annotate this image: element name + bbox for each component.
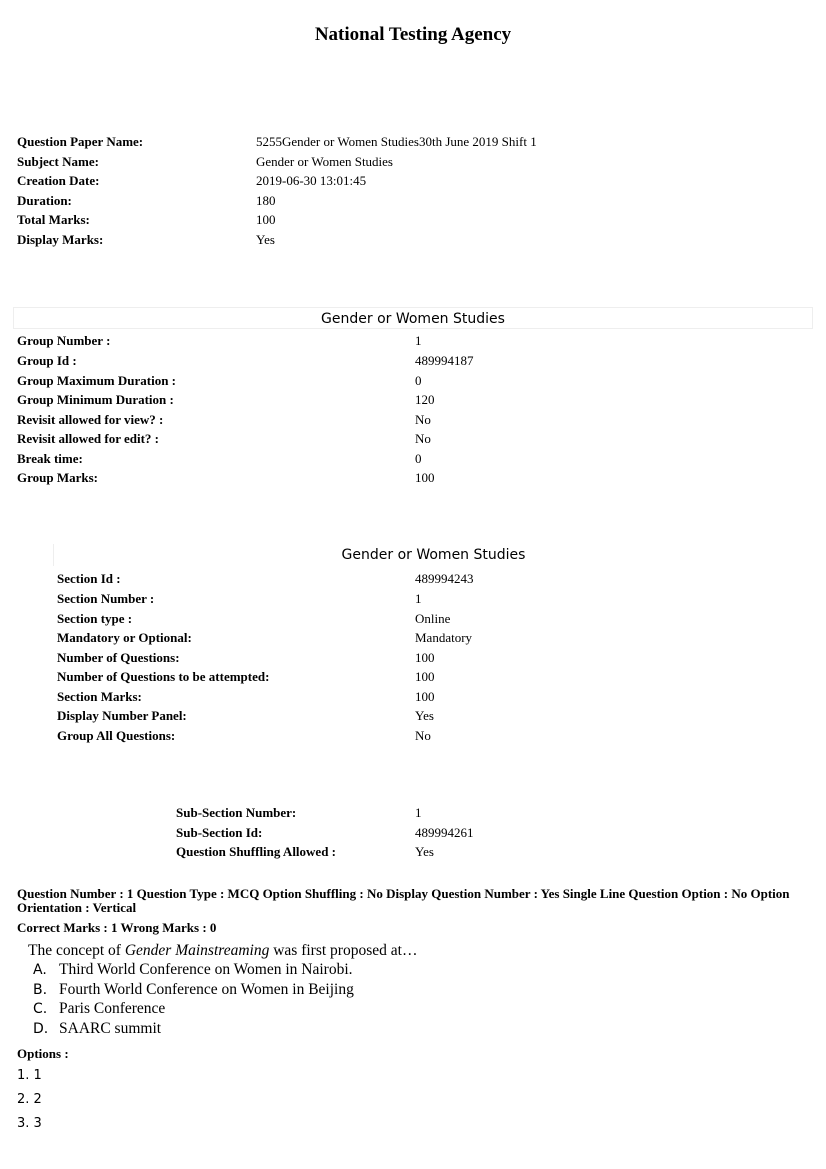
paper-info-label: Total Marks:	[17, 212, 90, 227]
group-info-value: No	[415, 431, 431, 446]
subsection-info-value: 1	[415, 805, 422, 820]
section-info-value: Yes	[415, 708, 434, 723]
paper-info-label: Display Marks:	[17, 231, 104, 247]
paper-info-value: 100	[256, 212, 276, 227]
section-info-label: Display Number Panel:	[57, 708, 187, 723]
subsection-info-row	[176, 803, 806, 823]
section-info-value: No	[415, 727, 431, 743]
group-info-label: Group Number :	[17, 333, 111, 348]
group-info-label: Group Minimum Duration :	[17, 392, 174, 407]
choice-text: Third World Conference on Women in Nairobi.	[59, 961, 353, 978]
group-info-row	[17, 331, 807, 351]
group-info-value: 489994187	[415, 353, 474, 368]
page-title: National Testing Agency	[314, 24, 512, 45]
section-info-label: Number of Questions to be attempted:	[57, 669, 270, 684]
section-info-row	[57, 569, 807, 589]
group-info-row	[17, 468, 807, 488]
group-info-label: Group Marks:	[17, 470, 99, 485]
paper-info-label: Creation Date:	[17, 173, 100, 188]
section-info-label: Section Number :	[57, 591, 155, 606]
subsection-info-label: Sub-Section Number:	[176, 805, 297, 820]
choice-letter: D.	[33, 1020, 49, 1037]
paper-info-row	[17, 132, 807, 152]
options-label: Options :	[17, 1046, 69, 1061]
paper-info-row	[17, 152, 807, 172]
choice-letter: A.	[33, 962, 47, 978]
group-info-value: 100	[415, 470, 435, 485]
answer-option: 2. 2	[17, 1092, 42, 1107]
section-info-row	[57, 706, 807, 726]
question-meta: Question Number : 1 Question Type : MCQ Option Shuffling : No Display Question Number : Yes Single Line Question Option : No Option Orientation : Vertical	[17, 886, 790, 915]
section-info-value: Online	[415, 610, 451, 626]
subsection-info-row	[176, 842, 806, 862]
group-info-value: 120	[415, 392, 435, 407]
section-info-value: Mandatory	[415, 630, 473, 645]
question-marks: Correct Marks : 1 Wrong Marks : 0	[17, 920, 217, 935]
question-stem-after: was first proposed at…	[269, 942, 418, 959]
section-info-value: 1	[415, 591, 422, 606]
section-info-label: Section Marks:	[57, 688, 142, 704]
section-info-label: Mandatory or Optional:	[57, 630, 192, 645]
group-info-row	[17, 410, 807, 430]
paper-info-value: Gender or Women Studies	[256, 153, 393, 169]
section-info-label: Group All Questions:	[57, 727, 176, 743]
group-info-label: Revisit allowed for view? :	[17, 411, 164, 427]
question-stem	[28, 941, 417, 960]
choice-item	[33, 1019, 354, 1039]
group-info-label: Revisit allowed for edit? :	[17, 431, 160, 446]
section-info-row	[57, 726, 807, 746]
section-info-row	[57, 589, 807, 609]
section-info-label: Number of Questions:	[57, 649, 180, 665]
choice-letter: C.	[33, 1001, 48, 1017]
group-heading: Gender or Women Studies	[13, 307, 813, 329]
subsection-info-value: Yes	[415, 844, 434, 859]
section-info-row	[57, 609, 807, 629]
group-info-value: 0	[415, 372, 422, 388]
group-info-row	[17, 371, 807, 391]
paper-info-row	[17, 230, 807, 250]
section-info-value: 100	[415, 669, 435, 684]
paper-info-label: Duration:	[17, 192, 72, 208]
section-info-value: 489994243	[415, 571, 474, 586]
section-info-value: 100	[415, 688, 435, 704]
section-info-row	[57, 648, 807, 668]
group-info-row	[17, 449, 807, 469]
choice-item	[33, 960, 354, 980]
section-info-row	[57, 667, 807, 687]
group-info-value: 1	[415, 333, 422, 348]
choice-text: SAARC summit	[59, 1019, 162, 1037]
subsection-info-label: Sub-Section Id:	[176, 824, 263, 840]
paper-info-value: 2019-06-30 13:01:45	[256, 173, 367, 188]
choice-item	[33, 999, 354, 1019]
section-info-row	[57, 687, 807, 707]
paper-info-row	[17, 210, 807, 230]
paper-info-value: Yes	[256, 231, 275, 247]
group-info-label: Group Id :	[17, 353, 77, 368]
subsection-info-row	[176, 823, 806, 843]
group-info-value: No	[415, 411, 431, 427]
paper-info-label: Subject Name:	[17, 153, 99, 169]
choice-text: Paris Conference	[59, 1000, 166, 1017]
section-heading: Gender or Women Studies	[53, 544, 813, 566]
paper-info-value: 5255Gender or Women Studies30th June 2019 Shift 1	[256, 134, 537, 149]
group-info-label: Group Maximum Duration :	[17, 372, 177, 388]
paper-info-label: Question Paper Name:	[17, 134, 144, 149]
subsection-info-value: 489994261	[415, 824, 474, 840]
paper-info-row	[17, 191, 807, 211]
section-info-label: Section type :	[57, 610, 133, 626]
choice-text: Fourth World Conference on Women in Beijing	[59, 980, 354, 998]
choice-list	[33, 960, 354, 1038]
paper-info-row	[17, 171, 807, 191]
subsection-info-label: Question Shuffling Allowed :	[176, 844, 337, 859]
section-info-label: Section Id :	[57, 571, 121, 586]
section-info-value: 100	[415, 649, 435, 665]
group-info-label: Break time:	[17, 450, 83, 466]
group-info-row	[17, 351, 807, 371]
section-info-row	[57, 628, 807, 648]
answer-option: 1. 1	[17, 1068, 42, 1083]
choice-item	[33, 980, 354, 1000]
group-info-value: 0	[415, 450, 422, 466]
question-stem-before: The concept of	[28, 942, 125, 959]
answer-option: 3. 3	[17, 1116, 42, 1131]
choice-letter: B.	[33, 981, 48, 998]
paper-info-value: 180	[256, 192, 276, 208]
group-info-row	[17, 429, 807, 449]
question-stem-emphasis: Gender Mainstreaming	[124, 942, 270, 959]
group-info-row	[17, 390, 807, 410]
